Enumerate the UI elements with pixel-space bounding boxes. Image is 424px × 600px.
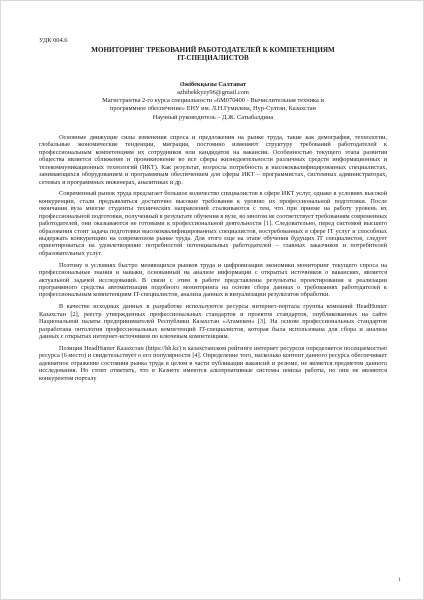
udk-code: УДК 004.6: [39, 37, 68, 44]
supervisor-line: Научный руководитель – Д.Ж. Сатыбалдина: [152, 113, 274, 121]
paper-body: [39, 134, 387, 382]
page-number: 1: [398, 577, 401, 583]
affiliation-line: программное обеспечение» ЕНУ им. Л.Н.Гумилева, Нур-Султан, Казахстан: [110, 105, 316, 113]
title-line: МОНИТОРИНГ ТРЕБОВАНИЙ РАБОТОДАТЕЛЕЙ К КОМПЕТЕНЦИЯМ: [91, 46, 335, 54]
title-line: IT-СПЕЦИАЛИСТОВ: [177, 54, 249, 63]
body-paragraph: Современный рынок труда предлагает большое количество специалистов в сфере ИКТ услуг, однако в условиях высокой конкуренции, стали предъявляться достаточно высокие требования к уровню их профессиональной подготовки. После окончания вуза многие студенты технических направлений сталкиваются с тем, что при приеме на работу уровень их профессиональной подготовки, полученный в результате обучения в вузе, во многом не соответствует требованиям современных работодателей, они оказываются не готовыми к профессиональной деятельности [1]. Следовательно, перед системой высшего образования стоит задача подготовки высококвалифицированных специалистов, востребованных в сфере IT услуг и способных выдержать конкуренцию на современном рынке труда. Для этого еще на этапе обучения будущих IT специалистов, следует ориентироваться на удовлетворение потребностей потенциальных работодателей – главных заказчиков и потребителей образовательных услуг.: [39, 190, 387, 257]
paper-title: [43, 46, 383, 63]
body-paragraph: В качестве исходных данных в разработке используются ресурсы интернет-портала группы компаний HeadHunter Казахстан [2], реестр утвержденных профессиональных стандартов и проектов стандартов, опубликованных на сайте Национальной палаты предпринимателей Республики Казахстан «Атамекен» [3]. На основе профессиональных стандартов разработана онтология профессиональных компетенций IT-специалистов, которая была использована для сбора и анализа данных с открытых интернет-источников по ключевым компетенциям.: [39, 303, 387, 341]
affiliation-line: Магистрантка 2-го курса специальности «6M070400 - Вычислительная техника и: [102, 97, 324, 105]
body-paragraph: Позиция HeadHunter Казахстан (https://hh.kz) в казахстанском рейтинге интернет ресурсов определяется посещаемостью ресурса (6 место) и свидетельствует о его популярности [4]. Определение того, насколько контент данного ресурса обеспечивает адекватное отражение состояния рынка труда в целом в части публикации вакансий и резюме, не является предметом данного исследования. Но стоит отметить, что в Казнете имеются альтернативные системы поиска работы, но они не являются конкурентом порталу: [39, 344, 387, 382]
author-email: azhibekkyzy96@gmail.com: [177, 89, 249, 97]
body-paragraph: Поэтому в условиях быстро меняющихся рынков труда и цифровизации экономики мониторинг текущего спроса на профессиональные знания и навыки, основанный на анализе информации с открытых источников о вакансиях, является актуальной задачей исследований. В связи с этим в работе представлены результаты проектирования и реализации программного средства автоматизации подобного мониторинга на основе сбора данных о требованиях работодателей к профессиональным компетенциям IT-специалистов, анализа данных и визуализации результатов обработки.: [39, 261, 387, 299]
page-content: [39, 37, 387, 386]
author-name: Әжібекқызы Салтанат: [179, 80, 247, 88]
body-paragraph: Основные движущие силы изменения спроса и предложения на рынке труда, такие как демография, технологии, глобальные экономические тенденции, миграция, постоянно изменяют структуру требований работодателей к профессиональным компетенциям их сотрудников или кандидатов на вакансии. Особенностью текущего этапа развития общества является сближение и проникновение во все сферы жизнедеятельности различных средств информационных и телекоммуникационных технологий (ИКТ). Как результат, возросла потребность в высококвалифицированных специалистах, занимающихся оборудованием и программным обеспечением для сферы ИКТ – программистах, системных администраторах, сетевых и программных инженерах, аналитиках и др.: [39, 133, 387, 186]
author-block: [39, 81, 387, 122]
